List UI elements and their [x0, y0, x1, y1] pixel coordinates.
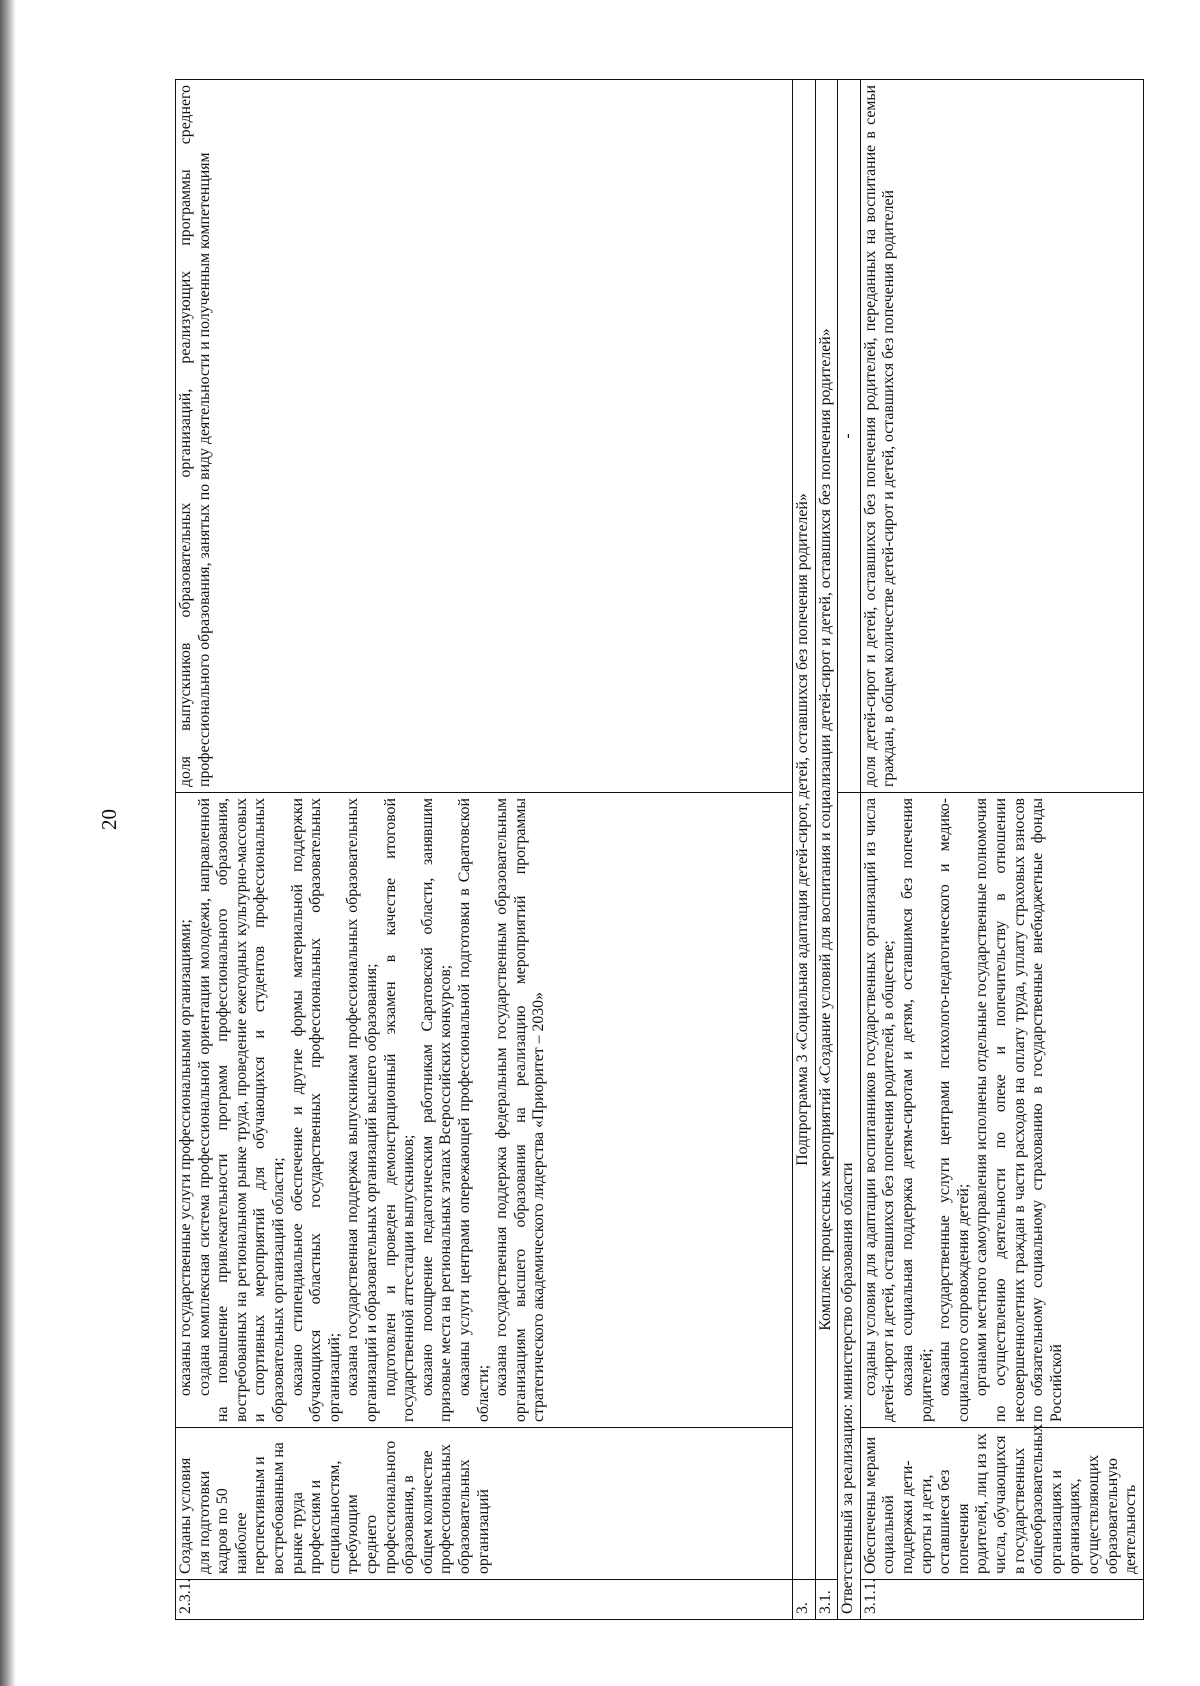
program-table — [175, 79, 1144, 1620]
activity-item: оказаны услуги центрами опережающей профессиональной подготовки в Саратовской области; — [455, 798, 492, 1422]
activity-item: оказана государственная поддержка федеральным государственным образовательным организациям высшего образования на реализацию мероприятий программы стратегического академического лидерства «Приоритет – 2030» — [493, 798, 548, 1422]
document-table-rotated — [175, 80, 1200, 1620]
activity-item: оказано поощрение педагогическим работникам Саратовской области, занявшим призовые места на региональных этапах Всероссийских конкурсов; — [418, 798, 455, 1422]
activities-cell — [176, 793, 793, 1428]
activity-item: органами местного самоуправления исполнены отдельные государственные полномочия по осуществлению деятельности по опеке и попечительству в отношении несовершеннолетних граждан в части расходов на оплату труда, уплату страховых взносов по обязательному социальному страхованию в государственные внебюджетные фонды Российской — [973, 798, 1065, 1422]
activities-cell — [860, 793, 1143, 1428]
page-number: 20 — [97, 809, 121, 830]
responsible-text: Ответственный за реализацию: министерство образования области — [838, 793, 861, 1620]
row-number: 2.3.1. — [176, 1580, 793, 1620]
activity-item: оказаны государственные услуги центрами психолого-педагогического и медико-социального сопровождения детей; — [936, 798, 972, 1422]
result-cell: Созданы условия для подготовки кадров по 50 наиболее перспективным и востребованным на рынке труда профессиям и специальностям, требующим среднего профессионального образования, в общем количестве профессиональных образовательных организаций — [176, 1428, 793, 1580]
table-row-3 — [793, 80, 816, 1620]
table-row-3-1-1 — [860, 80, 1143, 1620]
activity-item: оказаны государственные услуги профессиональными организациями; — [177, 919, 194, 1396]
result-cell: Обеспечены мерами социальной поддержки дети-сироты и дети, оставшиеся без попечения родителей, лиц из их числа, обучающихся в государственных общеобразовательных организациях и организациях, осуществляющих образовательную деятельность — [860, 1428, 1143, 1580]
table-row-responsible — [838, 80, 861, 1620]
activity-item: созданы условия для адаптации воспитанников государственных организаций из числа детей-сирот и детей, оставшихся без попечения родителей, в обществе; — [861, 798, 898, 1422]
activity-item: оказана государственная поддержка выпускникам профессиональных образовательных организаций и образовательных организаций высшего образования; — [344, 798, 380, 1422]
table-row-3-1 — [815, 80, 838, 1620]
row-number: 3.1.1. — [860, 1580, 1143, 1620]
complex-title: Комплекс процессных мероприятий «Создание условий для воспитания и социализации детей-сирот и детей, оставшихся без попечения родителей» — [815, 80, 838, 1580]
activity-item: подготовлен и проведен демонстрационный экзамен в качестве итоговой государственной аттестации выпускников; — [381, 798, 418, 1422]
row-number: 3.1. — [815, 1580, 838, 1620]
table-row-2-3-1 — [176, 80, 793, 1620]
indicator-cell: доля выпускников образовательных организаций, реализующих программы среднего профессионального образования, занятых по виду деятельности и полученным компетенциям — [176, 80, 793, 793]
indicator-cell: доля детей-сирот и детей, оставшихся без попечения родителей, переданных на воспитание в семьи граждан, в общем количестве детей-сирот и детей, оставшихся без попечения родителей — [860, 80, 1143, 793]
activity-item: создана комплексная система профессиональной ориентации молодежи, направленной на повышение привлекательности программ профессионального образования, востребованных на региональном рынке труда, проведение ежегодных культурно-массовых и спортивных мероприятий для обучающихся и студентов профессиональных образовательных организаций области; — [195, 798, 287, 1422]
activity-item: оказано стипендиальное обеспечение и другие формы материальной поддержки обучающихся областных государственных профессиональных образовательных организаций; — [288, 798, 343, 1422]
responsible-dash: - — [838, 80, 861, 793]
scan-edge — [0, 0, 16, 1686]
row-number: 3. — [793, 1580, 816, 1620]
activity-item: оказана социальная поддержка детям-сиротам и детям, оставшимся без попечения родителей; — [898, 798, 935, 1422]
subprogram-title: Подпрограмма 3 «Социальная адаптация детей-сирот, детей, оставшихся без попечения родителей» — [793, 80, 816, 1580]
